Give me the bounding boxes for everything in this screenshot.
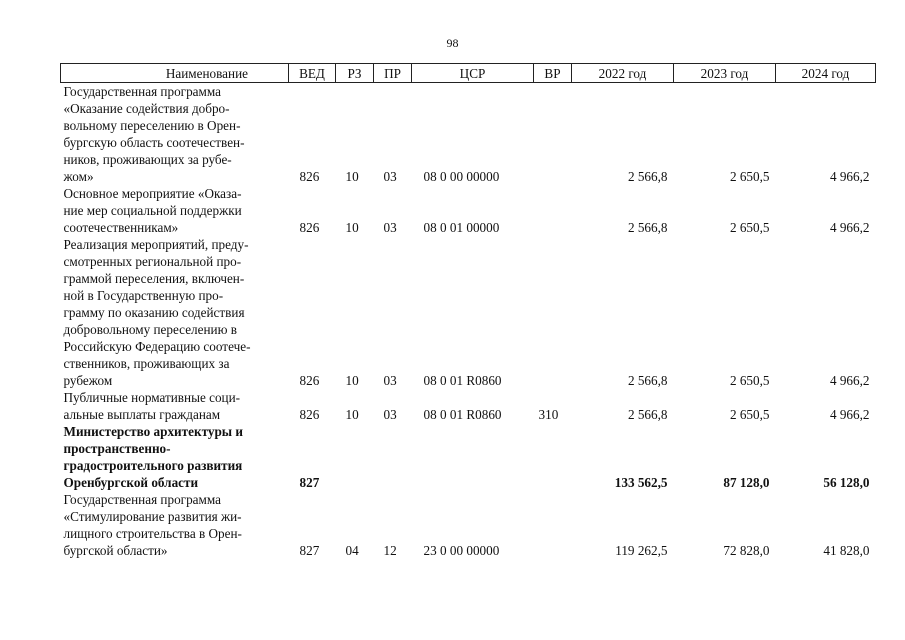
header-2023: 2023 год: [674, 64, 776, 83]
table-row: [61, 83, 876, 186]
row-2023: 2 650,5: [729, 220, 770, 235]
row-vr: [534, 236, 572, 389]
row-rz: 10: [345, 373, 359, 388]
row-pr: 03: [383, 220, 397, 235]
row-name-line: Государственная программа: [63, 84, 221, 99]
row-2024: 4 966,2: [829, 169, 870, 184]
row-name: [61, 423, 289, 491]
row-name-line: Оренбургской области: [63, 475, 199, 490]
row-rz: 10: [345, 220, 359, 235]
header-ved: ВЕД: [289, 64, 336, 83]
header-vr: ВР: [534, 64, 572, 83]
row-pr: 03: [383, 373, 397, 388]
row-ved: 826: [299, 169, 320, 184]
row-2024: 4 966,2: [829, 407, 870, 422]
page-number: 98: [446, 36, 459, 50]
row-2023: 2 650,5: [729, 407, 770, 422]
row-name-line: добровольному переселению в: [63, 322, 237, 337]
row-rz: [336, 423, 374, 491]
row-2023: 72 828,0: [723, 543, 770, 558]
table-body: [61, 83, 876, 560]
row-vr: [534, 83, 572, 186]
row-2023: 2 650,5: [729, 169, 770, 184]
header-rz: РЗ: [336, 64, 374, 83]
row-name-line: бургской области»: [63, 543, 168, 558]
row-ved: 827: [299, 475, 320, 490]
row-csr: 08 0 01 00000: [423, 220, 500, 235]
row-name-line: граммой переселения, включен-: [63, 271, 245, 286]
row-2024: 56 128,0: [823, 475, 870, 490]
row-name-line: Российскую Федерацию соотече-: [63, 339, 251, 354]
row-name-line: градостроительного развития: [63, 458, 243, 473]
row-2023: 87 128,0: [723, 475, 770, 490]
row-ved: 826: [299, 373, 320, 388]
row-2022: 119 262,5: [615, 543, 668, 558]
row-pr: 03: [383, 407, 397, 422]
table-row: [61, 185, 876, 236]
row-2024: 4 966,2: [829, 373, 870, 388]
row-name: [61, 185, 289, 236]
row-name-line: Реализация мероприятий, преду-: [63, 237, 249, 252]
row-name: [61, 236, 289, 389]
header-csr: ЦСР: [412, 64, 534, 83]
row-name-line: жом»: [63, 169, 94, 184]
row-vr: [534, 423, 572, 491]
table-row: [61, 423, 876, 491]
row-name-line: «Стимулирование развития жи-: [63, 509, 242, 524]
row-2024: 4 966,2: [829, 220, 870, 235]
row-ved: 827: [299, 543, 320, 558]
row-name-line: ников, проживающих за рубе-: [63, 152, 232, 167]
row-rz: 10: [345, 169, 359, 184]
row-2022: 2 566,8: [627, 373, 668, 388]
row-csr: [412, 423, 534, 491]
header-2022: 2022 год: [572, 64, 674, 83]
row-rz: 10: [345, 407, 359, 422]
row-name-line: «Оказание содействия добро-: [63, 101, 230, 116]
row-name-line: рубежом: [63, 373, 113, 388]
row-vr: [534, 491, 572, 559]
header-2024: 2024 год: [776, 64, 876, 83]
row-name-line: ние мер социальной поддержки: [63, 203, 242, 218]
table-row: [61, 236, 876, 389]
row-name: [61, 491, 289, 559]
row-ved: 826: [299, 407, 320, 422]
row-name-line: альные выплаты гражданам: [63, 407, 221, 422]
row-name-line: грамму по оказанию содействия: [63, 305, 245, 320]
row-name-line: Основное мероприятие «Оказа-: [63, 186, 242, 201]
header-name: Наименование: [61, 64, 289, 83]
row-vr: [534, 185, 572, 236]
row-pr: 03: [383, 169, 397, 184]
row-rz: 04: [345, 543, 359, 558]
row-vr: 310: [538, 407, 559, 422]
row-pr: 12: [383, 543, 397, 558]
row-name-line: Государственная программа: [63, 492, 221, 507]
row-name-line: смотренных региональной про-: [63, 254, 242, 269]
header-pr: ПР: [374, 64, 412, 83]
table-row: [61, 491, 876, 559]
row-name-line: Министерство архитектуры и: [63, 424, 243, 439]
row-2022: 133 562,5: [614, 475, 668, 490]
row-name-line: бургскую область соотечествен-: [63, 135, 245, 150]
row-csr: 23 0 00 00000: [423, 543, 500, 558]
row-name-line: Публичные нормативные соци-: [63, 390, 241, 405]
row-2022: 2 566,8: [627, 407, 668, 422]
row-ved: 826: [299, 220, 320, 235]
row-name-line: ной в Государственную про-: [63, 288, 224, 303]
row-name-line: лищного строительства в Орен-: [63, 526, 242, 541]
row-2023: 2 650,5: [729, 373, 770, 388]
row-csr: 08 0 00 00000: [423, 169, 500, 184]
row-name: [61, 389, 289, 423]
row-2022: 2 566,8: [627, 220, 668, 235]
table-header-row: [61, 64, 876, 83]
row-name-line: соотечественникам»: [63, 220, 179, 235]
row-csr: 08 0 01 R0860: [423, 373, 502, 388]
table-row: [61, 389, 876, 423]
row-name-line: пространственно-: [63, 441, 171, 456]
row-name-line: вольному переселению в Орен-: [63, 118, 241, 133]
row-name: [61, 83, 289, 186]
row-csr: 08 0 01 R0860: [423, 407, 502, 422]
budget-table: [60, 63, 876, 559]
row-2022: 2 566,8: [627, 169, 668, 184]
row-name-line: ственников, проживающих за: [63, 356, 230, 371]
row-2024: 41 828,0: [823, 543, 870, 558]
row-pr: [374, 423, 412, 491]
